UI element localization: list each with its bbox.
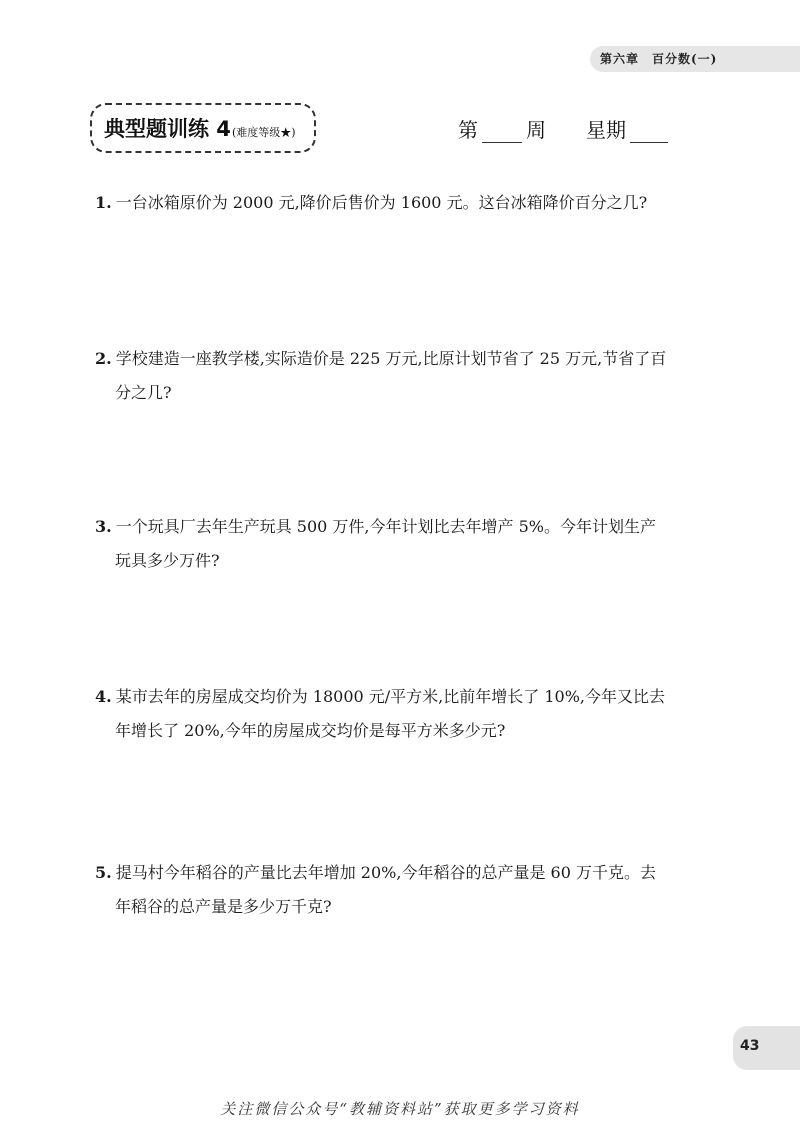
page-number: 43 bbox=[740, 1038, 760, 1054]
question-number: 4. bbox=[95, 687, 112, 706]
question-text-continued: 年增长了 20%,今年的房屋成交均价是每平方米多少元? bbox=[115, 721, 506, 740]
week-prefix: 第 bbox=[458, 118, 478, 142]
week-fill-in bbox=[458, 114, 672, 143]
footer-note: 关注微信公众号“教辅资料站”获取更多学习资料 bbox=[220, 1100, 580, 1118]
question-text: 学校建造一座教学楼,实际造价是 225 万元,比原计划节省了 25 万元,节省了百 bbox=[115, 349, 667, 368]
question-text-continued: 年稻谷的总产量是多少万千克? bbox=[115, 897, 332, 916]
question-5 bbox=[95, 856, 715, 924]
question-number: 5. bbox=[95, 863, 112, 882]
question-text: 某市去年的房屋成交均价为 18000 元/平方米,比前年增长了 10%,今年又比去 bbox=[115, 687, 665, 706]
question-text: 提马村今年稻谷的产量比去年增加 20%,今年稻谷的总产量是 60 万千克。去 bbox=[115, 863, 656, 882]
week-blank[interactable] bbox=[482, 122, 522, 143]
question-3 bbox=[95, 510, 715, 578]
question-text: 一台冰箱原价为 2000 元,降价后售价为 1600 元。这台冰箱降价百分之几? bbox=[115, 193, 648, 212]
question-1 bbox=[95, 186, 715, 220]
question-number: 1. bbox=[95, 193, 112, 212]
chapter-title: 第六章 百分数(一) bbox=[600, 52, 718, 66]
section-title bbox=[104, 113, 296, 143]
week-label: 周 bbox=[526, 118, 546, 142]
question-text: 一个玩具厂去年生产玩具 500 万件,今年计划比去年增产 5%。今年计划生产 bbox=[115, 517, 656, 536]
question-text-continued: 分之几? bbox=[115, 383, 172, 402]
weekday-blank[interactable] bbox=[630, 122, 668, 143]
question-number: 2. bbox=[95, 349, 112, 368]
question-number: 3. bbox=[95, 517, 112, 536]
question-text-continued: 玩具多少万件? bbox=[115, 551, 220, 570]
question-2 bbox=[95, 342, 715, 410]
section-title-main: 典型题训练 4 bbox=[104, 117, 231, 141]
weekday-label: 星期 bbox=[586, 118, 626, 142]
question-4 bbox=[95, 680, 715, 748]
difficulty-label: (难度等级★) bbox=[231, 126, 296, 139]
